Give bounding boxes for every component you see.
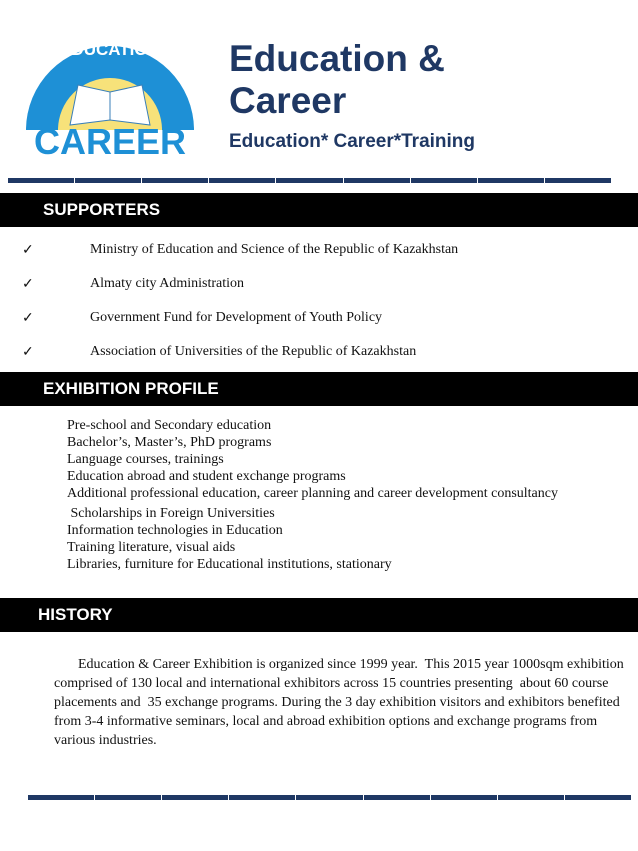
svg-text:CAREER: CAREER	[33, 121, 187, 160]
check-icon: ✓	[22, 243, 34, 258]
profile-heading: EXHIBITION PROFILE	[0, 372, 638, 406]
history-heading: HISTORY	[0, 598, 638, 632]
divider	[28, 795, 632, 800]
supporter-item: ✓ Ministry of Education and Science of the Republic of Kazakhstan	[22, 242, 459, 258]
check-icon: ✓	[22, 277, 34, 292]
supporters-heading: SUPPORTERS	[0, 193, 638, 227]
svg-text:EDUCATION: EDUCATION	[60, 40, 160, 59]
supporter-item: ✓ Association of Universities of the Republic of Kazakhstan	[22, 344, 417, 360]
education-career-logo	[18, 20, 203, 160]
page-title: Education & Career	[229, 38, 445, 121]
page-subtitle: Education* Career*Training	[229, 131, 476, 152]
supporter-item: ✓ Government Fund for Development of Youth Policy	[22, 310, 383, 326]
divider	[8, 178, 612, 183]
check-icon: ✓	[22, 345, 34, 360]
profile-list: Pre-school and Secondary education Bachelor’s, Master’s, PhD programs Language courses, trainings Education abroad and student exchange programs Additional professional education, career planning and career development consultancy Scholarships in Foreign Universities Information technologies in Education Training literature, visual aids Libraries, furniture for Educational institutions, stationary	[67, 418, 558, 572]
supporter-item: ✓ Almaty city Administration	[22, 276, 244, 292]
history-text: Education & Career Exhibition is organized since 1999 year. This 2015 year 1000sqm exhibition comprised of 130 local and international exhibitors across 15 countries presenting about 60 course placements and 35 exchange programs. During the 3 day exhibition visitors and exhibitors benefited from 3-4 informative seminars, local and abroad exhibition options and exchange programs from various industries.	[54, 657, 628, 748]
check-icon: ✓	[22, 311, 34, 326]
